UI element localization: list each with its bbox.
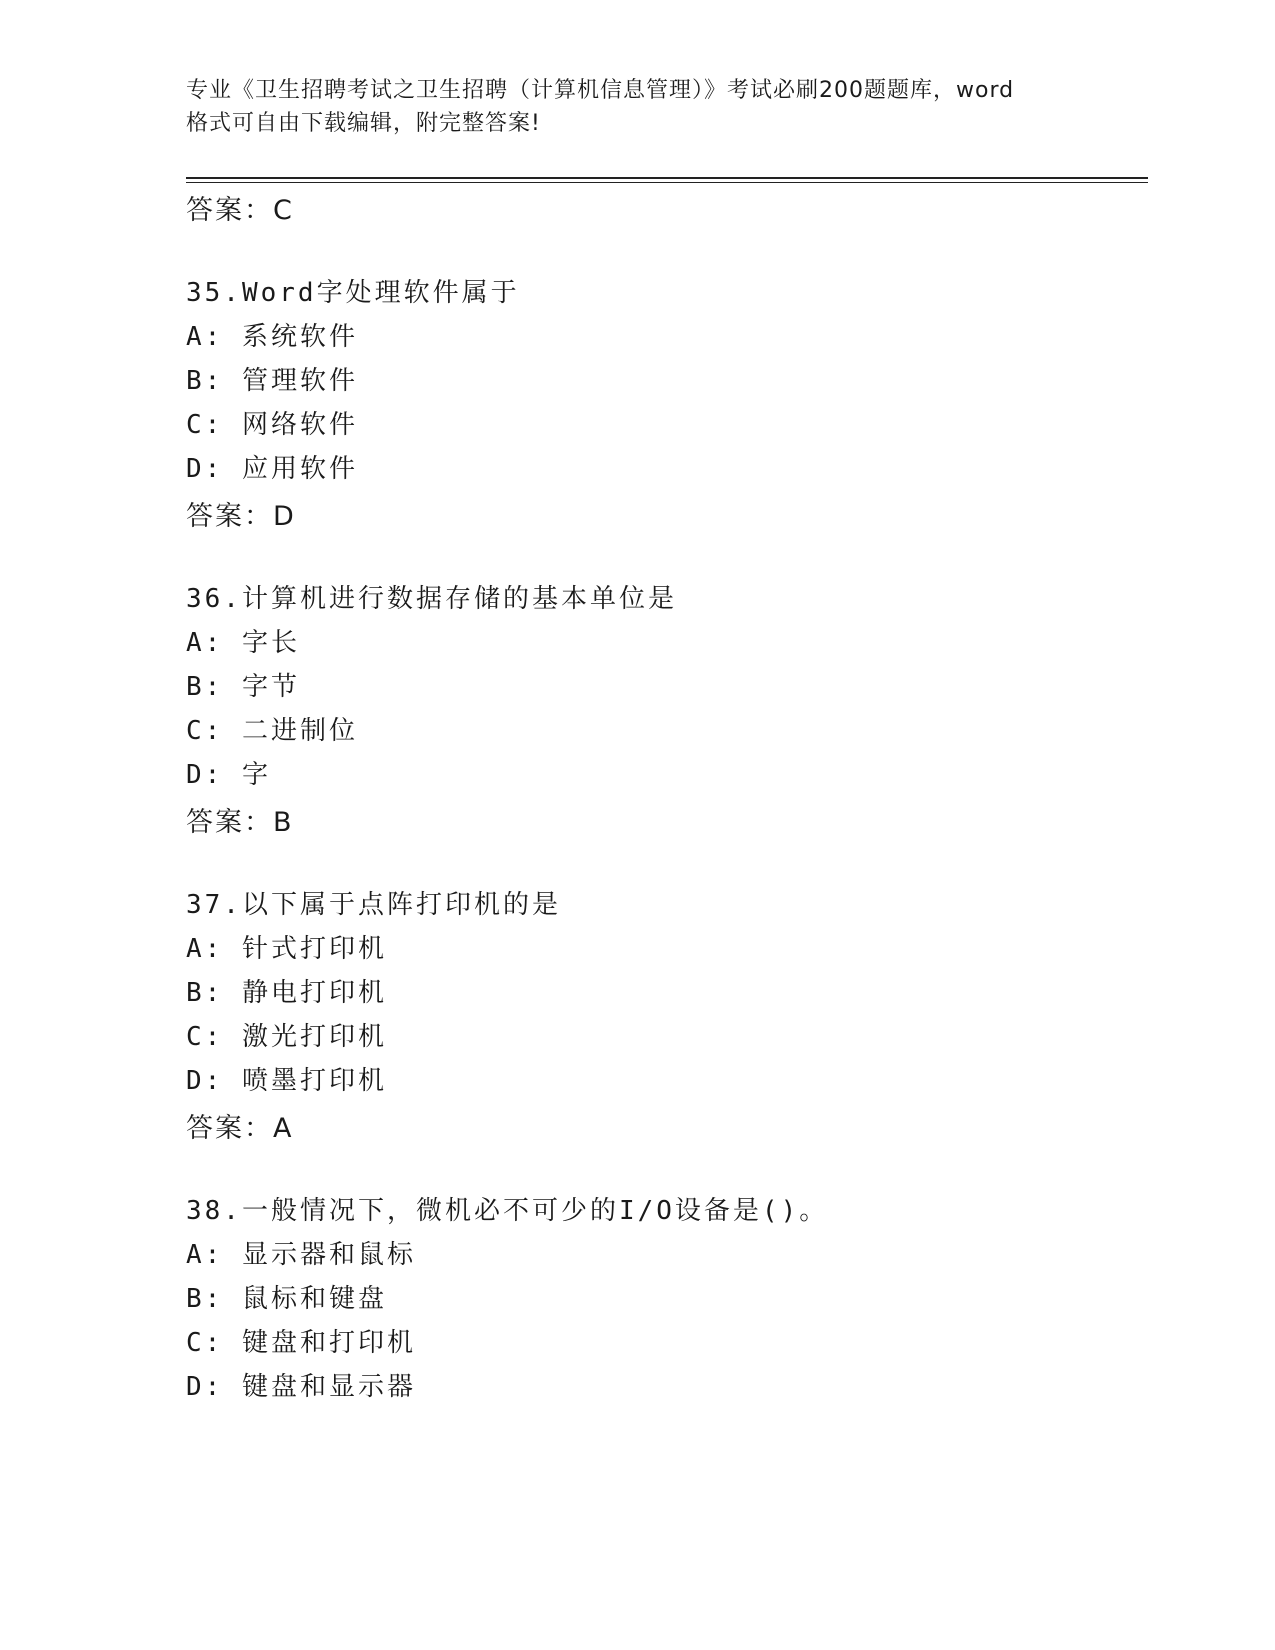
option-c: C: 激光打印机 <box>186 1022 387 1052</box>
option-c: C: 网络软件 <box>186 410 358 440</box>
option-b: B: 静电打印机 <box>186 978 387 1008</box>
option-c: C: 键盘和打印机 <box>186 1328 416 1358</box>
option-b: B: 管理软件 <box>186 366 358 396</box>
option-a: A: 针式打印机 <box>186 934 387 964</box>
answer-line: 答案：A <box>186 1113 294 1144</box>
answer-line: 答案：B <box>186 807 294 838</box>
option-a: A: 显示器和鼠标 <box>186 1240 416 1270</box>
document-header <box>186 74 1086 140</box>
header-divider-thick <box>186 177 1148 179</box>
option-a: A: 字长 <box>186 628 300 658</box>
option-d: D: 字 <box>186 760 271 790</box>
header-divider-thin <box>186 182 1148 183</box>
option-d: D: 喷墨打印机 <box>186 1066 387 1096</box>
option-a: A: 系统软件 <box>186 322 358 352</box>
header-line-2: 格式可自由下载编辑，附完整答案! <box>186 111 541 136</box>
option-d: D: 键盘和显示器 <box>186 1372 416 1402</box>
answer-line: 答案：D <box>186 501 296 532</box>
question-stem: 38.一般情况下，微机必不可少的I/O设备是()。 <box>186 1196 829 1226</box>
option-b: B: 字节 <box>186 672 300 702</box>
option-d: D: 应用软件 <box>186 454 358 484</box>
question-stem: 36.计算机进行数据存储的基本单位是 <box>186 584 677 614</box>
option-c: C: 二进制位 <box>186 716 358 746</box>
question-stem: 37.以下属于点阵打印机的是 <box>186 890 561 920</box>
answer-line: 答案：C <box>186 195 294 226</box>
header-line-1: 专业《卫生招聘考试之卫生招聘（计算机信息管理）》考试必刷200题题库，word <box>186 78 1015 103</box>
question-stem: 35.Word字处理软件属于 <box>186 278 520 308</box>
option-b: B: 鼠标和键盘 <box>186 1284 387 1314</box>
